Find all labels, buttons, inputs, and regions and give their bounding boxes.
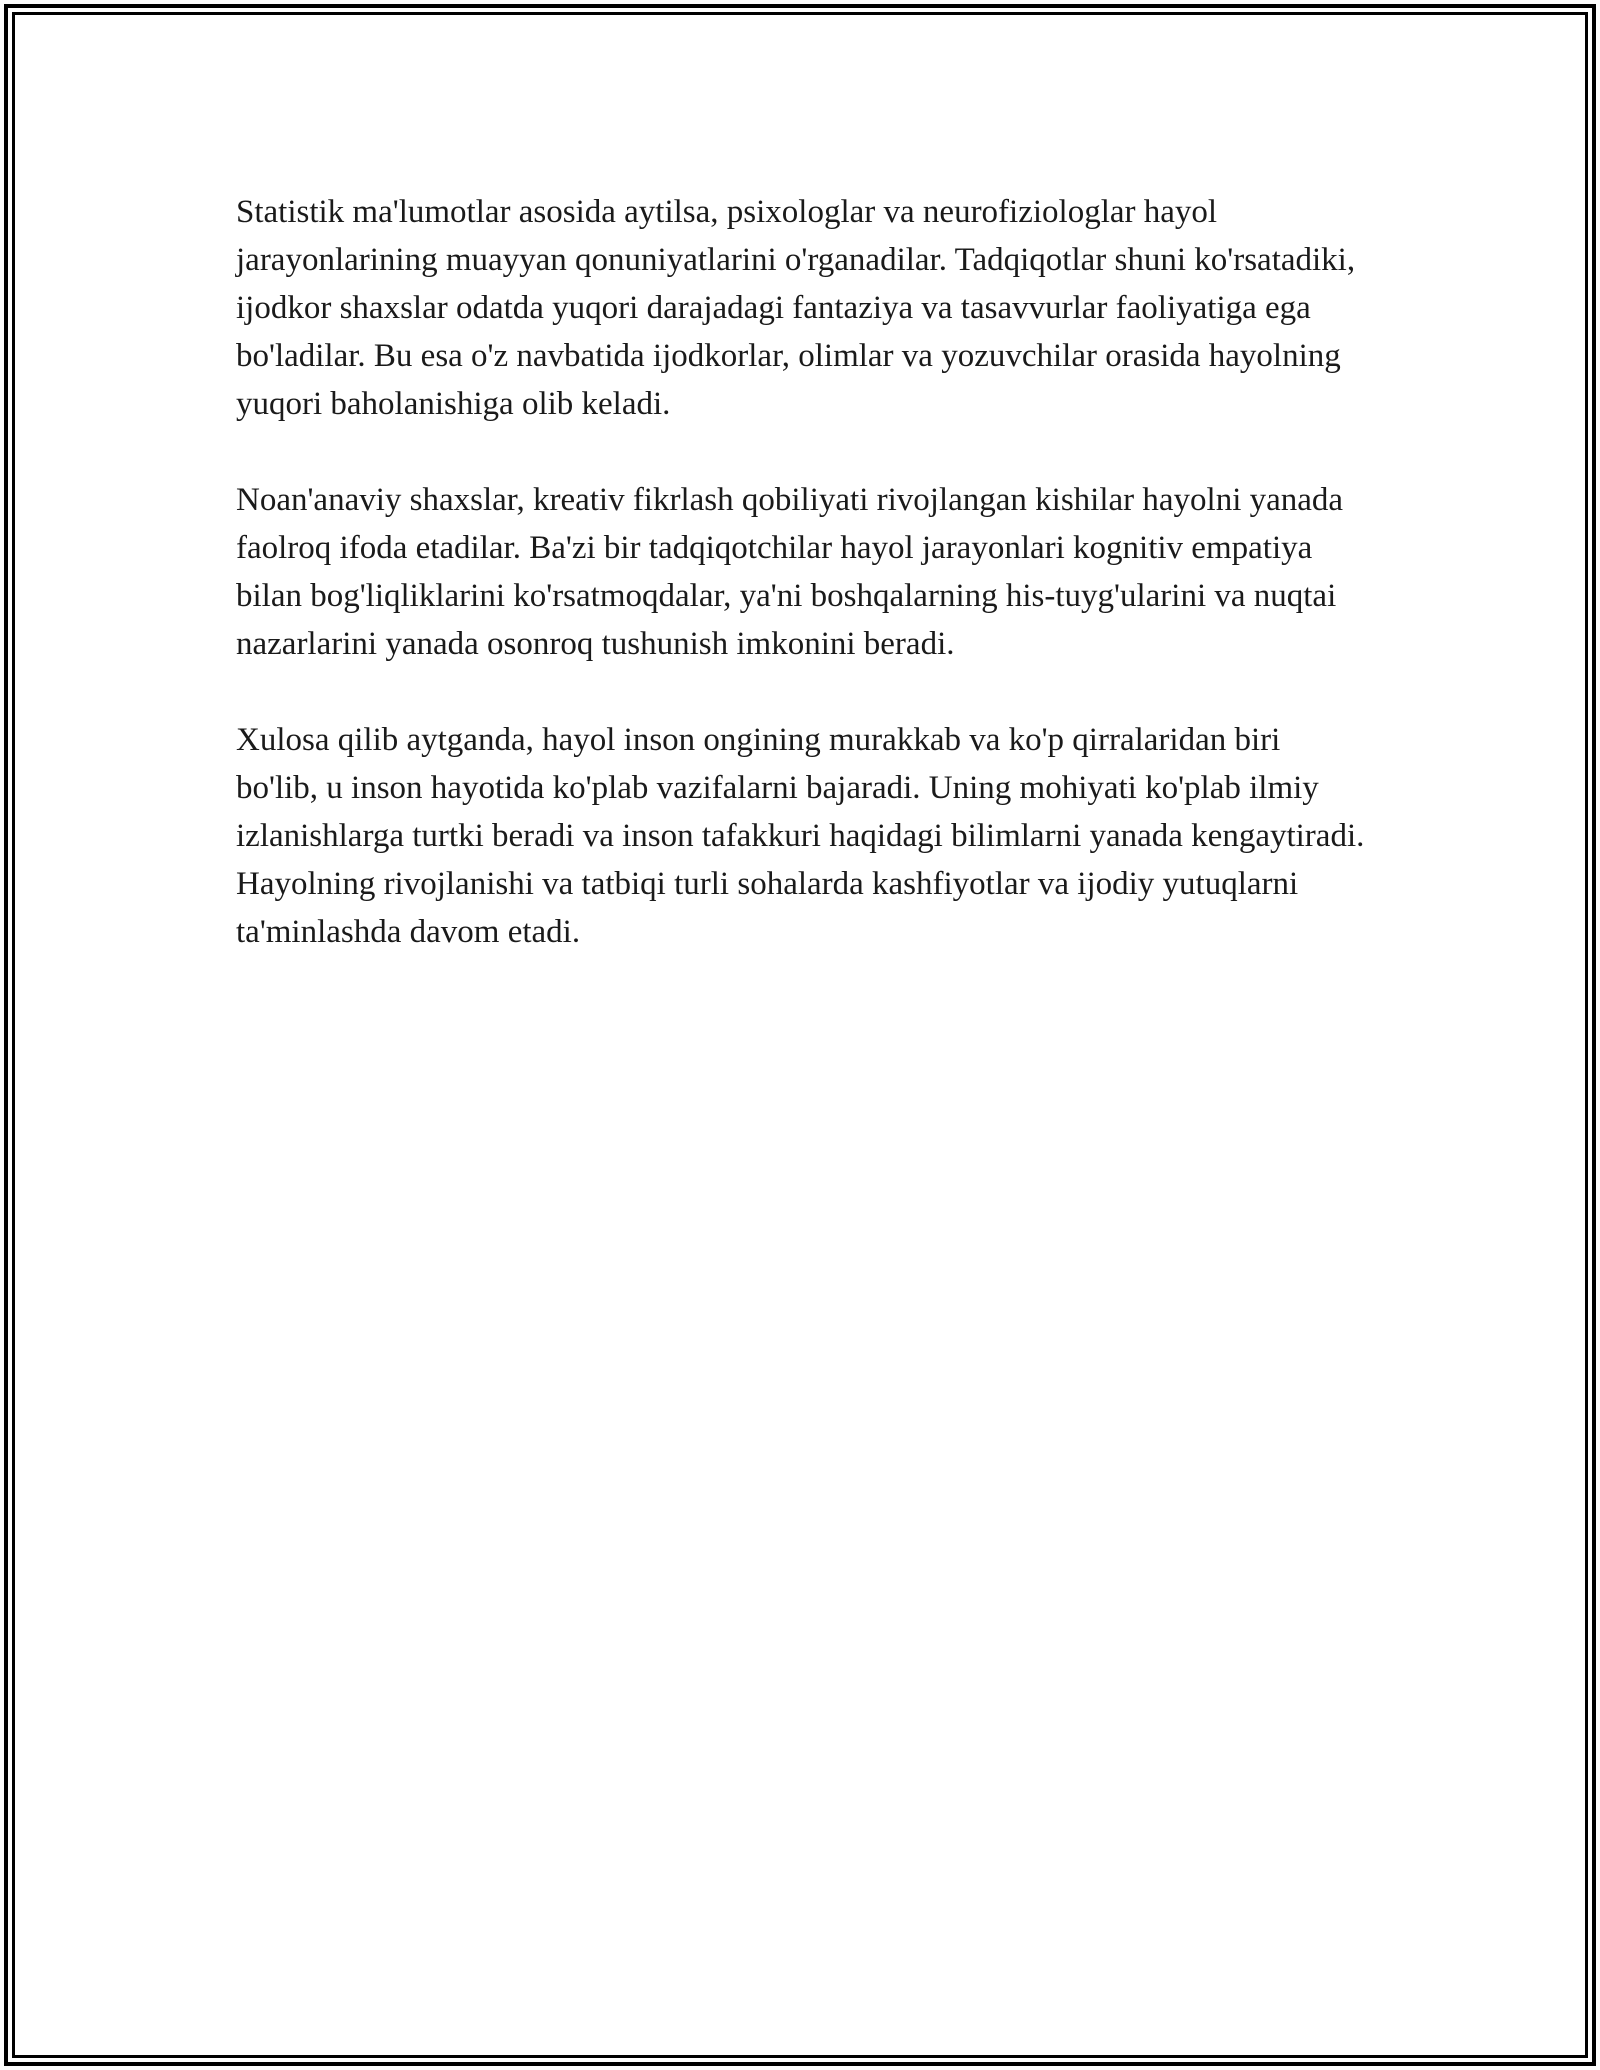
paragraph-conclusion: Xulosa qilib aytganda, hayol inson ongining murakkab va ko'p qirralaridan biri bo'lib, u inson hayotida ko'plab vazifalarni bajaradi. Uning mohiyati ko'plab ilmiy izlanishlarga turtki beradi va inson tafakkuri haqidagi bilimlarni yanada kengaytiradi. Hayolning rivojlanishi va tatbiqi turli sohalarda kashfiyotlar va ijodiy yutuqlarni ta'minlashda davom etadi. <box>236 722 1365 950</box>
paragraph-creative-individuals: Noan'anaviy shaxslar, kreativ fikrlash qobiliyati rivojlangan kishilar hayolni yanada faolroq ifoda etadilar. Ba'zi bir tadqiqotchilar hayol jarayonlari kognitiv empatiya bilan bog'liqliklarini ko'rsatmoqdalar, ya'ni boshqalarning his-tuyg'ularini va nuqtai nazarlarini yanada osonroq tushunish imkonini beradi. <box>236 482 1344 662</box>
document-body <box>236 188 1366 1004</box>
paragraph-statistics: Statistik ma'lumotlar asosida aytilsa, psixologlar va neurofiziologlar hayol jarayonlarining muayyan qonuniyatlarini o'rganadilar. Tadqiqotlar shuni ko'rsatadiki, ijodkor shaxslar odatda yuqori darajadagi fantaziya va tasavvurlar faoliyatiga ega bo'ladilar. Bu esa o'z navbatida ijodkorlar, olimlar va yozuvchilar orasida hayolning yuqori baholanishiga olib keladi. <box>236 194 1356 422</box>
